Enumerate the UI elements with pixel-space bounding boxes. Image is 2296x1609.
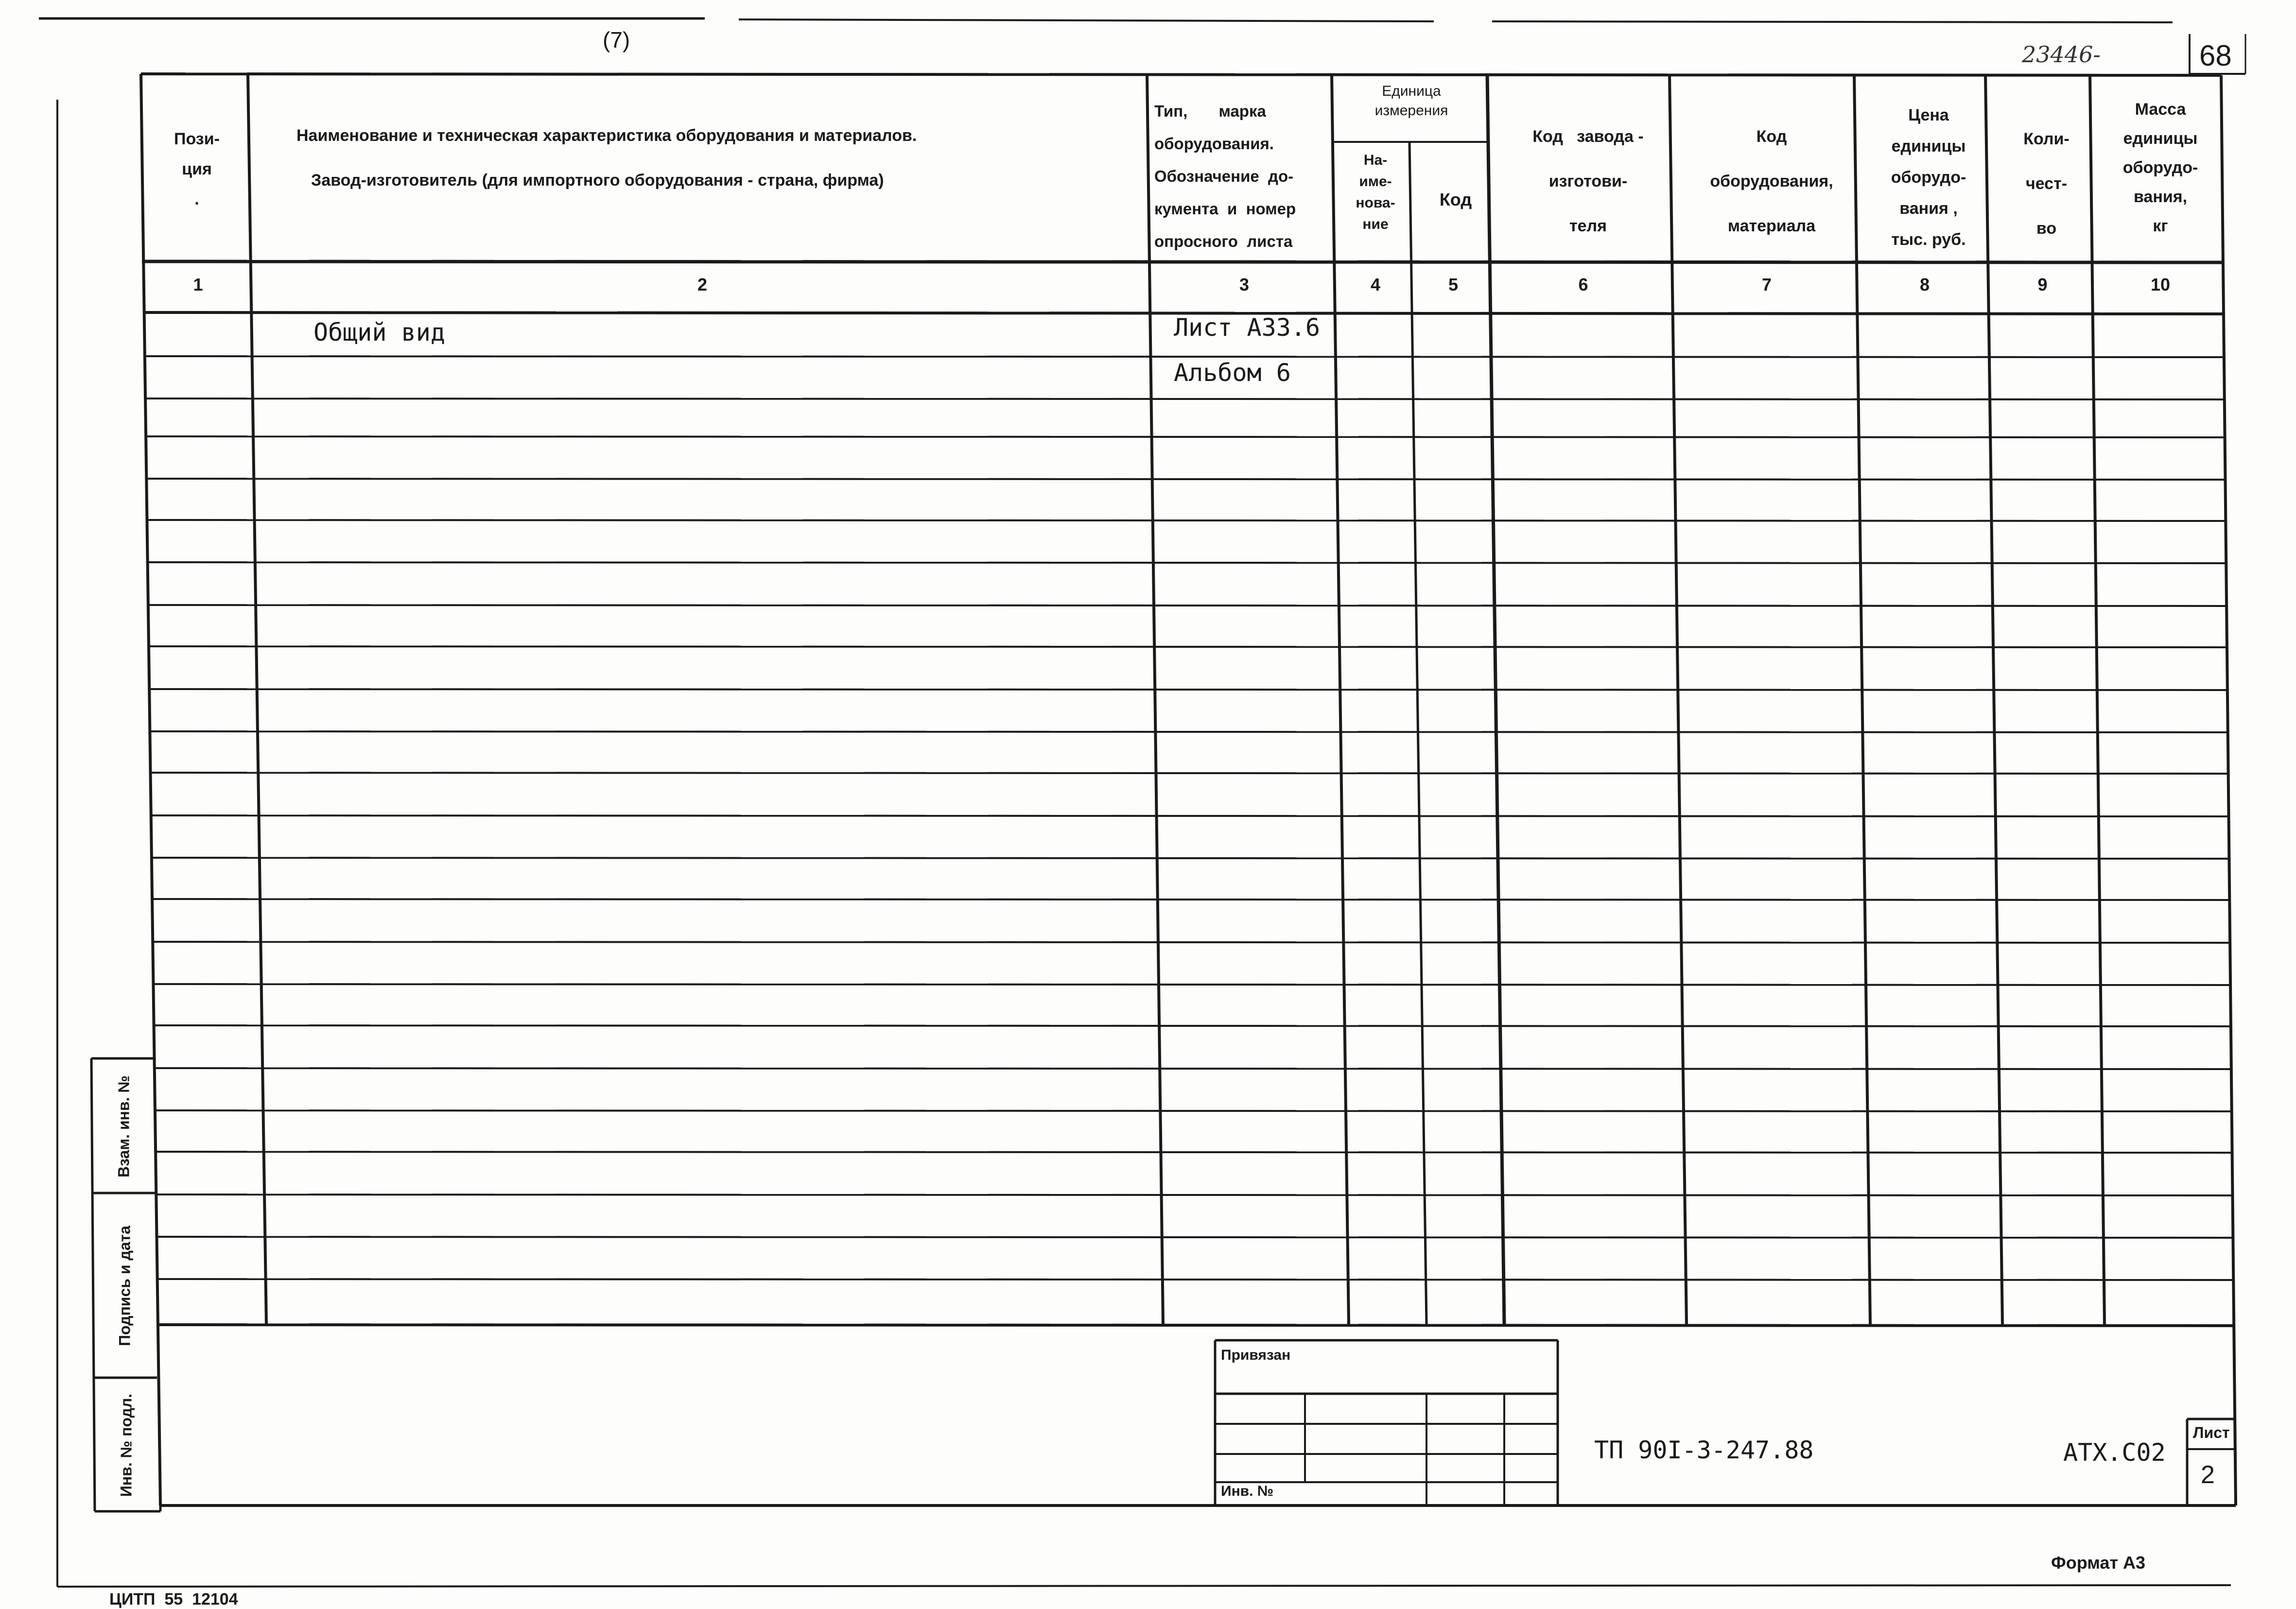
header-col-6-line: изготови- [1548,172,1628,190]
format-label: Формат А3 [2051,1553,2146,1573]
stamp-signature-date [93,1194,157,1378]
header-col-9-line: Коли- [2023,130,2070,148]
header-col-1-line: ция [182,160,212,178]
header-col-8-line: вания , [1899,199,1958,218]
header-unit-group [1336,82,1487,121]
handwritten-reference: 23446- [2022,41,2101,68]
sheet-number: 2 [2201,1461,2215,1489]
header-col-3-line: Тип, марка [1154,102,1266,120]
header-col-8-line: оборудо- [1891,168,1966,187]
header-col-4-line: име- [1359,173,1392,190]
header-col-6 [1499,114,1677,248]
stamp-replacement-inv-label: Взам. инв. № [115,1075,133,1177]
sheet-code: АТХ.С02 [2063,1438,2166,1467]
header-col-7-line: Код [1756,127,1787,146]
header-col-7 [1682,114,1861,248]
row-1-name: Общий вид [313,318,445,346]
title-block-inv-no: Инв. № [1221,1483,1274,1499]
header-col-10-line: кг [2153,217,2168,235]
header-col-9-line: чест- [2025,174,2068,193]
header-col-8-line: единицы [1891,137,1966,156]
column-number: 10 [2150,275,2171,294]
project-code: ТП 90I-3-247.88 [1594,1436,1814,1464]
header-col-10-line: единицы [2123,129,2198,148]
title-block-privyazan: Привязан [1221,1347,1291,1363]
header-col-4 [1339,150,1412,235]
header-col-1-line: Пози- [174,130,220,148]
header-col-7-line: оборудования, [1710,172,1833,190]
header-col-6-line: Код завода - [1532,127,1644,146]
header-col-8 [1865,100,1992,255]
column-number: 7 [1761,275,1772,294]
column-number: 4 [1370,275,1381,294]
header-col-9 [1997,117,2096,251]
column-number: 9 [2037,275,2048,294]
row-2-document: Альбом 6 [1174,359,1291,387]
row-1-document: Лист А33.6 [1174,313,1321,342]
header-col-9-line: во [2036,219,2057,238]
header-col-1 [146,124,248,214]
stamp-original-inv [94,1379,158,1511]
header-col-8-line: тыс. руб. [1891,230,1966,249]
stamp-original-inv-label: Инв. № подл. [117,1393,135,1497]
column-number: 3 [1239,275,1250,294]
header-col-3-line: опросного листа [1154,232,1293,250]
header-col-5: Код [1439,190,1472,209]
column-number: 6 [1578,275,1588,294]
header-col-6-line: теля [1569,217,1607,235]
header-unit-group-line: Единица [1382,83,1441,99]
header-col-10-line: Масса [2135,100,2186,119]
sheet-label: Лист [2193,1424,2230,1441]
header-col-3-line: оборудования. [1154,135,1274,153]
footer-code: ЦИТП 55 12104 [109,1590,238,1609]
header-col-8-line: Цена [1908,106,1949,124]
header-col-2 [296,121,917,195]
stamp-replacement-inv [92,1059,156,1193]
header-col-4-line: нова- [1356,195,1395,211]
column-number: 1 [193,275,203,294]
column-number: 8 [1919,275,1930,294]
top-note: (7) [603,27,630,52]
header-col-4-line: ние [1362,216,1389,232]
header-unit-group-line: измерения [1374,103,1448,119]
header-col-1-line: . [194,190,199,208]
header-col-10-line: вания, [2133,188,2188,206]
header-col-3-line: Обозначение до- [1154,167,1294,185]
header-col-3-line: кумента и номер [1154,200,1296,218]
page-number: 68 [2199,39,2232,72]
header-col-7-line: материала [1727,217,1816,235]
header-col-2-line-2: Завод-изготовитель (для импортного оборудования - страна, фирма) [311,171,884,190]
header-col-3 [1154,95,1329,258]
header-col-4-line: На- [1363,152,1388,168]
column-number: 5 [1448,275,1459,294]
column-number: 2 [697,275,708,294]
header-col-10 [2100,95,2221,241]
stamp-signature-date-label: Подпись и дата [116,1226,134,1346]
header-col-2-line-1: Наименование и техническая характеристика оборудования и материалов. [296,126,917,145]
header-col-10-line: оборудо- [2122,158,2198,177]
